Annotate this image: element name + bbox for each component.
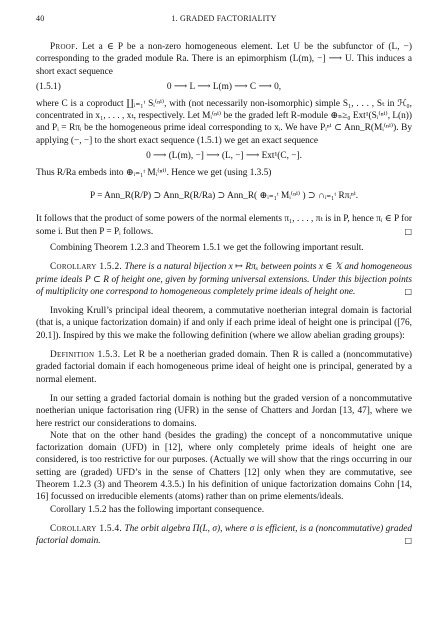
proof-text-1: Let a ∈ P be a non-zero homogeneous element. Let U be the subfunctor of (L, −) corresponding to the graded module Ra. There is an epimorphism (L(m), −] ⟶ U. This induces a short exact sequence xyxy=(36,42,412,77)
qed-symbol: □ xyxy=(404,286,412,296)
page-body xyxy=(36,41,412,548)
ufr-paragraph: In our setting a graded factorial domain is nothing but the graded version of a noncommutative noetherian unique factorisation ring (UFR) in the sense of Chatters and Jordan [13, 47], where we here restrict our considerations to domains. xyxy=(36,393,412,429)
proof-text-4: It follows that the product of some powers of the normal elements π₁, . . . , πₜ is in P, hence πᵢ ∈ P for some i. But then P = Pᵢ follows. xyxy=(36,214,412,237)
running-title: 1. GRADED FACTORIALITY xyxy=(171,14,277,23)
corollary-1-5-2 xyxy=(36,261,412,298)
proof-label: Proof. xyxy=(50,42,78,52)
krull-paragraph: Invoking Krull’s principal ideal theorem, a commutative noetherian integral domain is factorial (that is, a unique factorization domain) if and only if each prime ideal of height one is principal ([76, 20.1]). Inspired by this we make the following definition (where we allow abelian grading groups): xyxy=(36,306,412,341)
qed-symbol: □ xyxy=(404,226,412,236)
combining-paragraph: Combining Theorem 1.2.3 and Theorem 1.5.1 we get the following important result. xyxy=(50,242,364,253)
consequence-paragraph: Corollary 1.5.2 has the following important consequence. xyxy=(50,504,265,515)
exact-sequence xyxy=(36,150,412,164)
proof-paragraph-4 xyxy=(36,213,412,238)
equation-1-5-1 xyxy=(36,81,412,95)
definition-label: Definition 1.5.3. xyxy=(50,350,121,361)
ufd-note-paragraph: Note that on the other hand (besides the grading) the concept of a noncommutative unique factorization domain (UFD) in [12], where only completely prime ideals of height one are considered, is too restrictive for our purposes. (Actually we will show that the rings occurring in our setting are (graded) UFD’s in the sense of Chatters [12] only when they are commutative, see Theorem 1.2.3 (3) and Theorem 4.3.5.) In his definition of unique factorization domains Cohn [14, 16] focussed on irreducible elements (atoms) rather than on prime elements/ideals. xyxy=(36,430,412,503)
running-header xyxy=(36,13,412,27)
definition-text: Let R be a noetherian graded domain. Then R is called a (noncommutative) graded factorial domain if each homogeneous prime ideal of height one is principal, generated by a normal element. xyxy=(36,350,412,385)
equation-body: 0 ⟶ L ⟶ L(m) ⟶ C ⟶ 0, xyxy=(166,81,282,92)
proof-paragraph-1 xyxy=(36,41,412,78)
proof-paragraph-2: where C is a coproduct ∐ᵢ₌₁ᵗ Sᵢ⁽ⁿⁱ⁾, with (not necessarily non-isomorphic) simple S₁, . . . , Sₜ in ℋ₀, concentrated in x₁, . . . , xₜ, respectively. Let Mᵢ⁽ⁿⁱ⁾ be the graded left R-module ⊕ₙ≥₀ Ext¹(Sᵢ⁽ⁿⁱ⁾, L(n)) and Pᵢ = Rπᵢ be the homogeneous prime ideal corresponding to xᵢ. We have Pᵢⁿⁱ ⊂ Ann_R(Mᵢ⁽ⁿⁱ⁾). By applying (−, −] to the short exact sequence (1.5.1) we get an exact sequence xyxy=(36,98,412,146)
corollary-label: Corollary 1.5.2. xyxy=(50,262,123,273)
corollary-1-5-4 xyxy=(36,523,412,548)
exact-sequence-body: 0 ⟶ (L(m), −] ⟶ (L, −] ⟶ Ext¹(C, −]. xyxy=(146,151,302,162)
annihilator-chain-equation: P = Ann_R(R/P) ⊃ Ann_R(R/Ra) ⊃ Ann_R( ⊕ᵢ₌₁ᵗ Mᵢ⁽ⁿⁱ⁾ ) ⊃ ∩ᵢ₌₁ᵗ Rπᵢⁿⁱ. xyxy=(89,191,359,202)
definition-1-5-3 xyxy=(36,349,412,386)
equation-tag: (1.5.1) xyxy=(36,81,61,92)
qed-symbol: □ xyxy=(404,536,412,546)
proof-paragraph-3: Thus R/Ra embeds into ⊕ᵢ₌₁ᵗ Mᵢ⁽ⁿⁱ⁾. Hence we get (using 1.3.5) xyxy=(36,168,272,179)
corollary-label: Corollary 1.5.4. xyxy=(50,523,123,534)
corollary-text: The orbit algebra Π(L, σ), where σ is efficient, is a (noncommutative) graded factorial domain. xyxy=(36,523,412,547)
corollary-text: There is a natural bijection x ↦ Rπₓ between points x ∈ 𝕏 and homogeneous prime ideals P ⊂ R of height one, given by forming universal extensions. Under this bijection points of multiplicity one correspond to homogeneous completely prime ideals of height one. xyxy=(36,262,413,297)
page-number: 40 xyxy=(36,14,45,23)
